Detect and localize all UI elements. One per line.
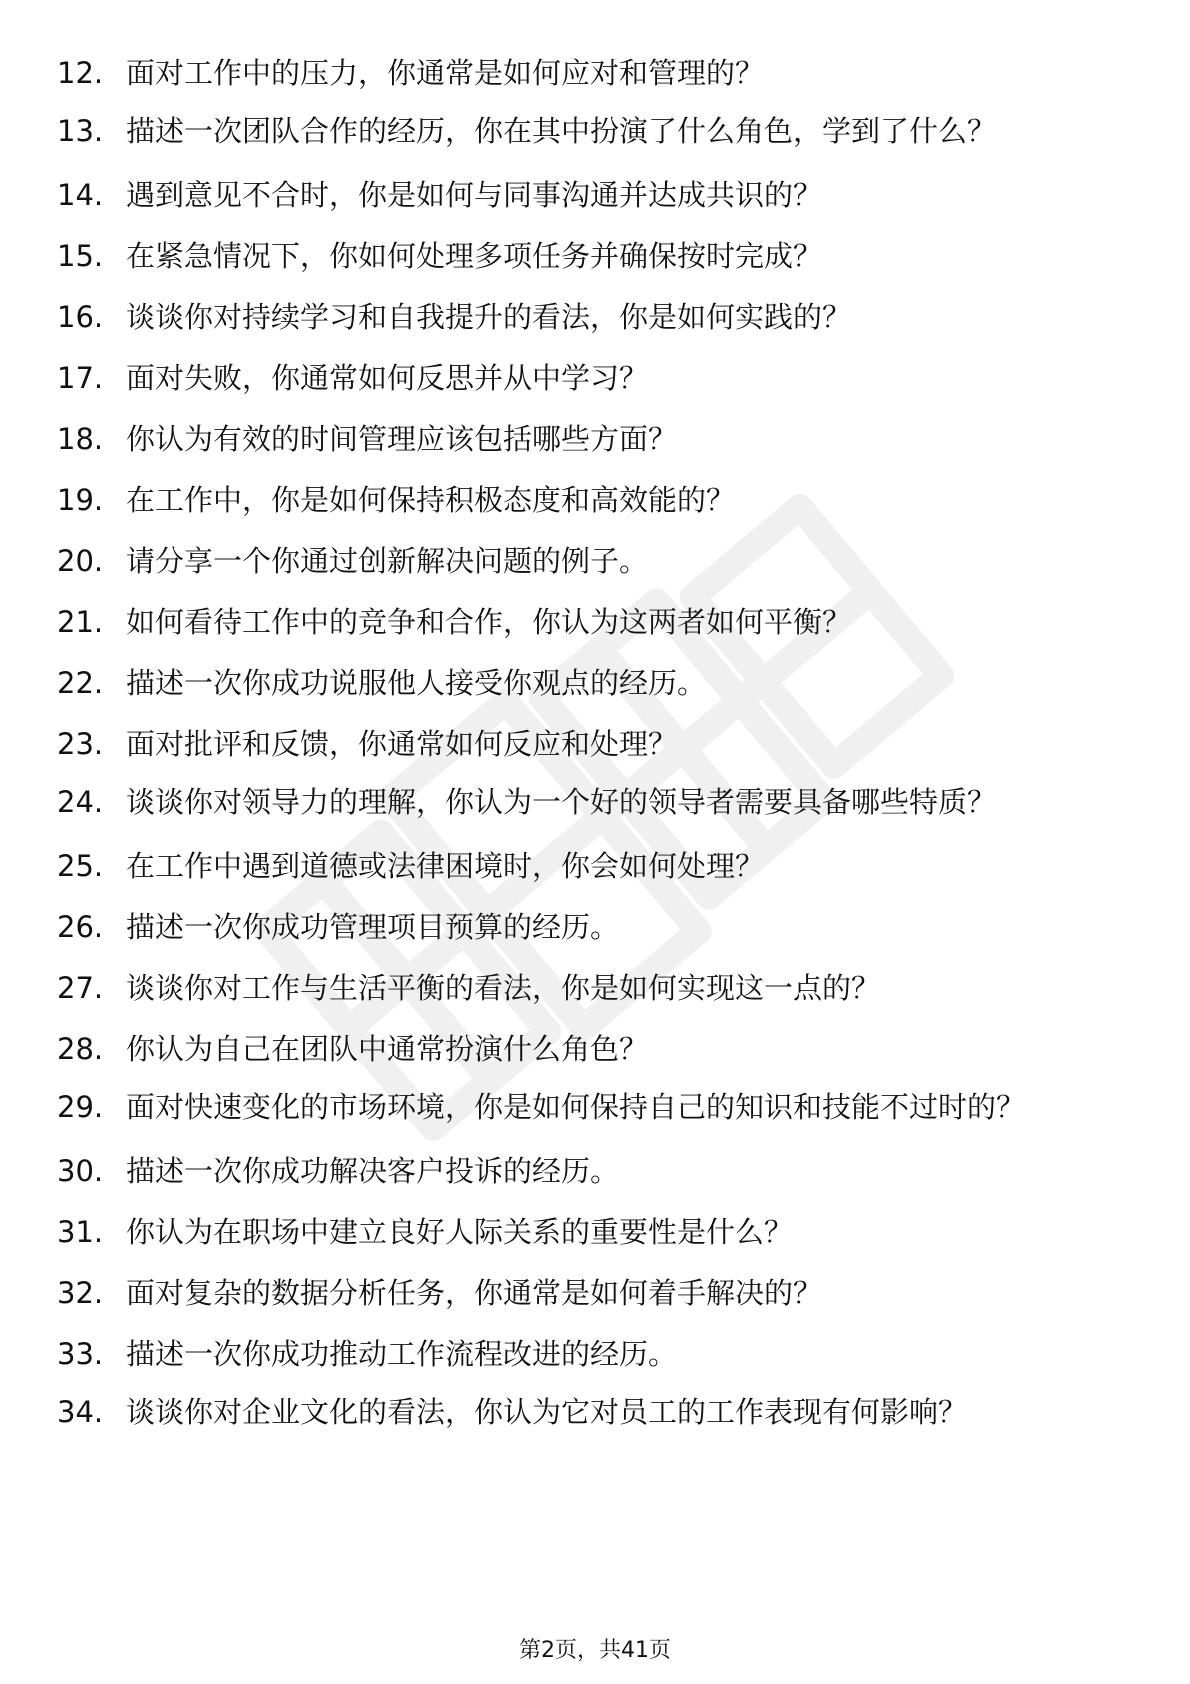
question-item [0,1394,1190,1437]
question-text: 请分享一个你通过创新解决问题的例子。 [126,544,649,578]
question-text: 谈谈你对工作与生活平衡的看法，你是如何实现这一点的？ [126,971,881,1005]
question-item [0,1333,1190,1376]
question-item [0,357,1190,400]
question-text: 面对批评和反馈，你通常如何反应和处理？ [126,727,678,761]
question-number: 24. [57,785,104,819]
question-number: 33. [57,1337,104,1371]
question-number: 17. [57,361,104,395]
question-item [0,174,1190,217]
question-list [0,52,1190,1455]
question-number: 19. [57,483,104,517]
question-text: 面对快速变化的市场环境，你是如何保持自己的知识和技能不过时的？ [126,1090,1026,1124]
question-text: 谈谈你对企业文化的看法，你认为它对员工的工作表现有何影响？ [126,1395,968,1429]
question-item [0,235,1190,278]
question-number: 27. [57,971,104,1005]
question-number: 23. [57,727,104,761]
question-item [0,601,1190,644]
question-number: 14. [57,178,104,212]
question-text: 描述一次你成功解决客户投诉的经历。 [126,1154,620,1188]
question-item [0,418,1190,461]
question-item [0,967,1190,1010]
question-item [0,906,1190,949]
question-number: 15. [57,239,104,273]
question-number: 20. [57,544,104,578]
question-item [0,1272,1190,1315]
question-text: 在工作中，你是如何保持积极态度和高效能的？ [126,483,736,517]
question-item [0,52,1190,95]
question-number: 22. [57,666,104,700]
question-text: 面对复杂的数据分析任务，你通常是如何着手解决的？ [126,1276,823,1310]
question-text: 你认为有效的时间管理应该包括哪些方面？ [126,422,678,456]
question-item [0,479,1190,522]
question-item [0,723,1190,766]
question-number: 30. [57,1154,104,1188]
question-number: 31. [57,1215,104,1249]
question-item [0,296,1190,339]
question-item [0,784,1190,827]
question-item [0,113,1190,156]
question-text: 谈谈你对领导力的理解，你认为一个好的领导者需要具备哪些特质？ [126,785,997,819]
question-item [0,1150,1190,1193]
question-text: 描述一次你成功说服他人接受你观点的经历。 [126,666,707,700]
question-text: 在紧急情况下，你如何处理多项任务并确保按时完成？ [126,239,823,273]
question-text: 描述一次你成功推动工作流程改进的经历。 [126,1337,678,1371]
question-number: 29. [57,1090,104,1124]
question-item [0,1028,1190,1071]
question-text: 谈谈你对持续学习和自我提升的看法，你是如何实践的？ [126,300,852,334]
question-text: 面对失败，你通常如何反思并从中学习？ [126,361,649,395]
question-number: 21. [57,605,104,639]
question-number: 12. [57,56,104,90]
question-item [0,1089,1190,1132]
question-text: 在工作中遇到道德或法律困境时，你会如何处理？ [126,849,765,883]
question-text: 如何看待工作中的竞争和合作，你认为这两者如何平衡？ [126,605,852,639]
page-footer: 第2页，共41页 [519,1638,671,1663]
question-text: 描述一次你成功管理项目预算的经历。 [126,910,620,944]
question-number: 25. [57,849,104,883]
question-item [0,845,1190,888]
question-item [0,662,1190,705]
question-number: 28. [57,1032,104,1066]
question-text: 描述一次团队合作的经历，你在其中扮演了什么角色，学到了什么？ [126,114,997,148]
question-text: 遇到意见不合时，你是如何与同事沟通并达成共识的？ [126,178,823,212]
question-number: 18. [57,422,104,456]
question-number: 13. [57,114,104,148]
question-number: 32. [57,1276,104,1310]
question-item [0,1211,1190,1254]
question-number: 16. [57,300,104,334]
question-text: 你认为在职场中建立良好人际关系的重要性是什么？ [126,1215,794,1249]
question-number: 26. [57,910,104,944]
question-item [0,540,1190,583]
question-number: 34. [57,1395,104,1429]
question-text: 面对工作中的压力，你通常是如何应对和管理的？ [126,56,765,90]
question-text: 你认为自己在团队中通常扮演什么角色？ [126,1032,649,1066]
